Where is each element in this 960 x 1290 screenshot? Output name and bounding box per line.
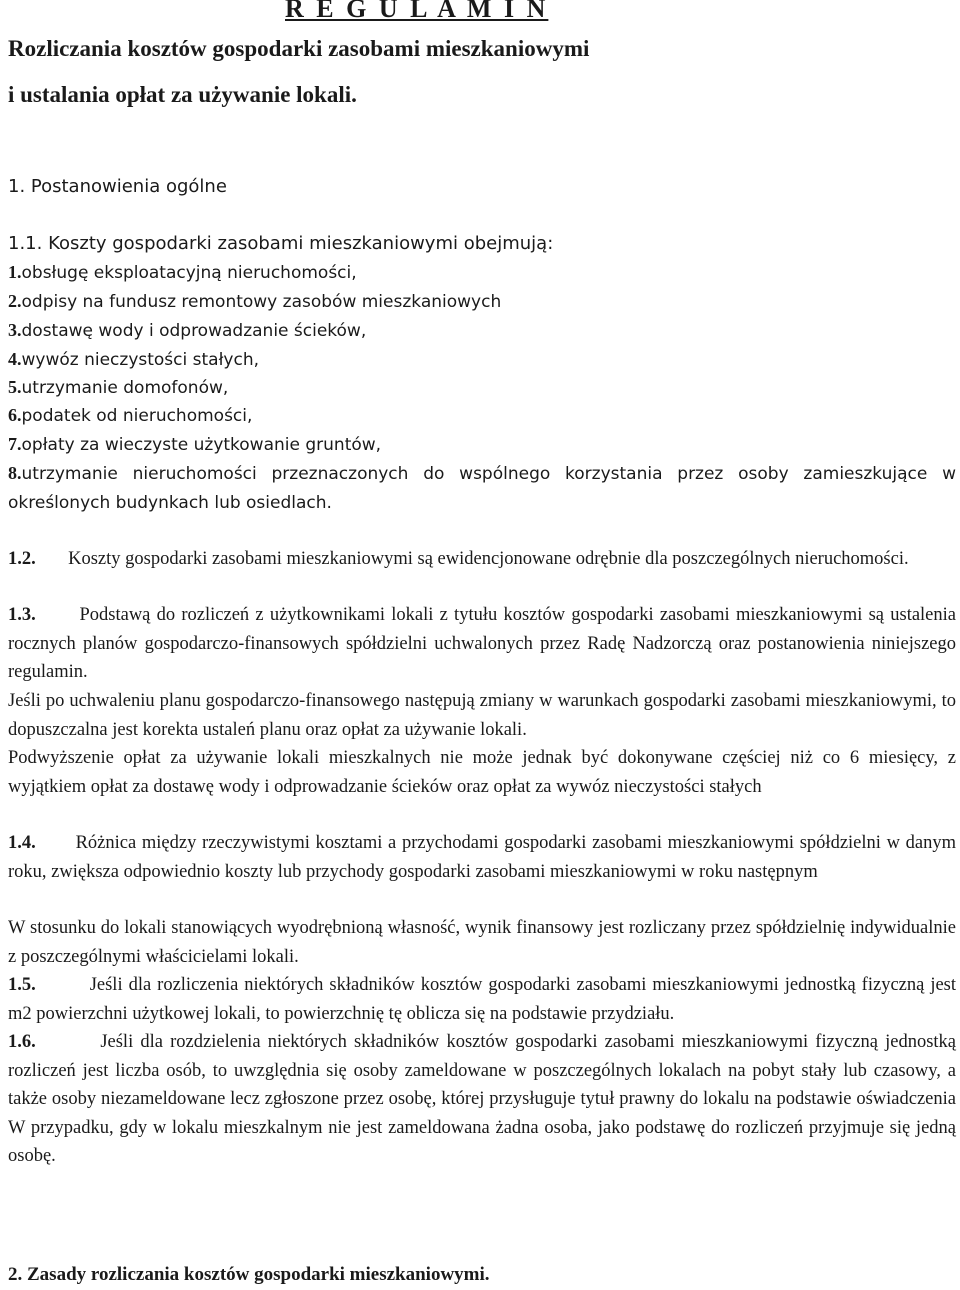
list-item: 2.odpisy na fundusz remontowy zasobów mieszkaniowych	[8, 291, 502, 312]
heading-line-1: Rozliczania kosztów gospodarki zasobami mieszkaniowymi	[8, 36, 590, 61]
paragraph-1-4-continuation: W stosunku do lokali stanowiących wyodrębnioną własność, wynik finansowy jest rozliczany przez spółdzielnię indywidualnie z poszczególnymi właścicielami lokali.	[8, 918, 956, 967]
paragraph-1-5: 1.5. Jeśli dla rozliczenia niektórych składników kosztów gospodarki zasobami mieszkaniowymi jednostką fizyczną jest m2 powierzchni użytkowej lokali, to powierzchnię tę oblicza się na podstawie przydziału.	[8, 975, 957, 1024]
list-item: 1.obsługę eksploatacyjną nieruchomości,	[8, 262, 357, 283]
paragraph-1-1-intro: 1.1. Koszty gospodarki zasobami mieszkaniowymi obejmują:	[8, 233, 554, 254]
list-item: 3.dostawę wody i odprowadzanie ścieków,	[8, 320, 367, 341]
paragraph-1-6: 1.6. Jeśli dla rozdzielenia niektórych składników kosztów gospodarki zasobami mieszkaniowymi fizyczną jednostką rozliczeń jest liczba osób, to uwzględnia się osoby zameldowane w poszczególnych lokalach na pobyt stały lub czasowy, a także osoby niezameldowane lecz zgłoszone przez osobę, której przysługuje tytuł prawny do lokalu na podstawie oświadczenia W przypadku, gdy w lokalu mieszkalnym nie jest zameldowana żadna osoba, jako podstawę do rozliczeń przyjmuje się jedną osobę.	[8, 1032, 957, 1166]
paragraph-1-3-continuation: Jeśli po uchwaleniu planu gospodarczo-finansowego następują zmiany w warunkach gospodarki zasobami mieszkaniowymi, to dopuszczalna jest korekta ustaleń planu oraz opłat za używanie lokali.	[8, 691, 956, 740]
list-item: 6.podatek od nieruchomości,	[8, 405, 253, 426]
heading-line-2: i ustalania opłat za używanie lokali.	[8, 82, 357, 107]
paragraph-1-3-increase: Podwyższenie opłat za używanie lokali mieszkalnych nie może jednak być dokonywane częściej niż co 6 miesięcy, z wyjątkiem opłat za dostawę wody i odprowadzanie ścieków oraz opłat za wywóz nieczystości stałych	[8, 748, 956, 797]
list-item: 7.opłaty za wieczyste użytkowanie gruntów,	[8, 434, 382, 455]
document-title: R E G U L A M I N	[285, 0, 549, 23]
paragraph-1-3: 1.3. Podstawą do rozliczeń z użytkownikami lokali z tytułu kosztów gospodarki zasobami mieszkaniowymi są ustalenia rocznych planów gospodarczo-finansowych spółdzielni uchwalonych przez Radę Nadzorczą oraz postanowienia niniejszego regulamin.	[8, 605, 956, 682]
section-2-heading: 2. Zasady rozliczania kosztów gospodarki mieszkaniowymi.	[8, 1264, 490, 1285]
list-item: 4.wywóz nieczystości stałych,	[8, 349, 259, 370]
section-1-heading: 1. Postanowienia ogólne	[8, 176, 227, 197]
paragraph-1-4: 1.4. Różnica między rzeczywistymi kosztami a przychodami gospodarki zasobami mieszkaniowymi spółdzielni w danym roku, zwiększa odpowiednio koszty lub przychody gospodarki zasobami mieszkaniowymi w roku następnym	[8, 833, 956, 882]
list-item: 5.utrzymanie domofonów,	[8, 377, 229, 398]
paragraph-1-2: 1.2. Koszty gospodarki zasobami mieszkaniowymi są ewidencjonowane odrębnie dla poszczególnych nieruchomości.	[8, 549, 909, 569]
list-item-8: 8.utrzymanie nieruchomości przeznaczonych do wspólnego korzystania przez osoby zamieszkujące w określonych budynkach lub osiedlach.	[8, 463, 956, 513]
